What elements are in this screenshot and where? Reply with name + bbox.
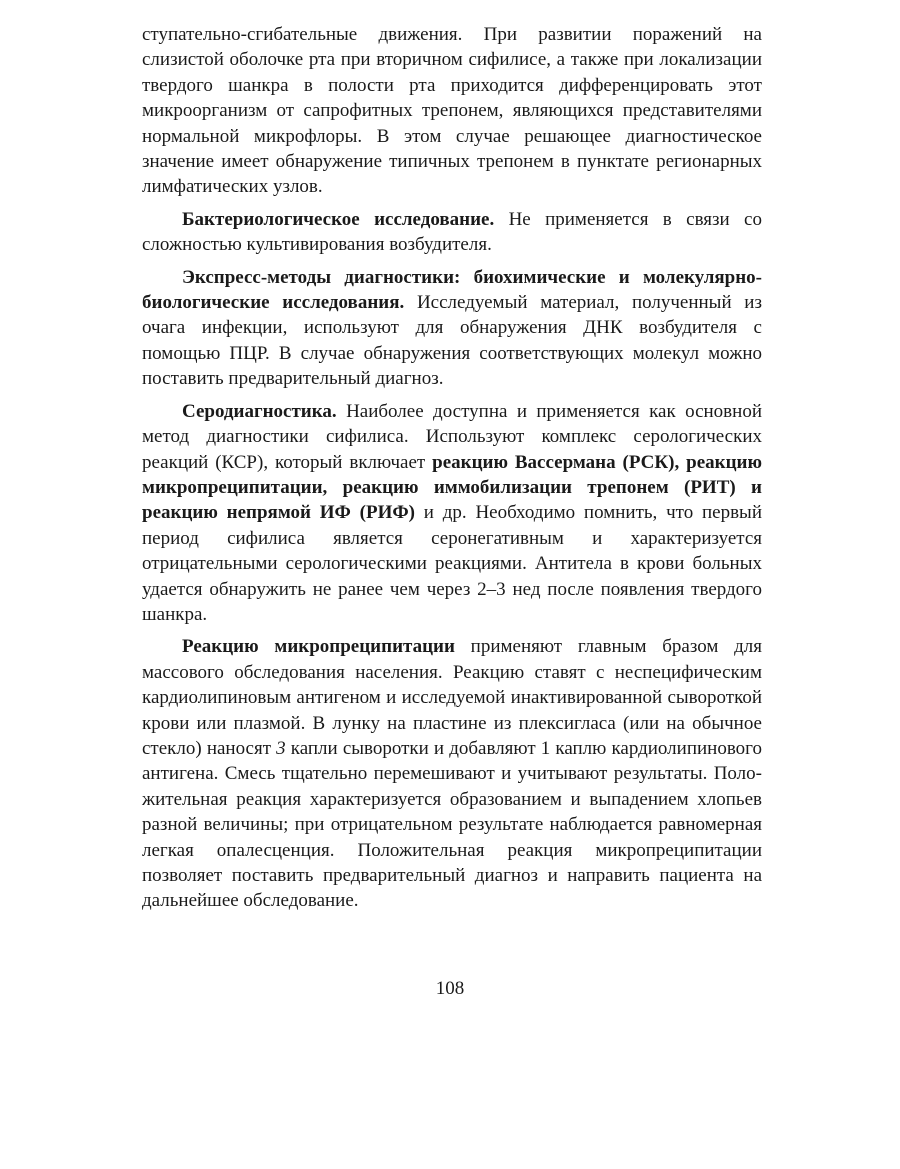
paragraph-bacteriological xyxy=(142,207,762,258)
paragraph-text: Не применяется в связи со сложностью культивирования возбудителя. xyxy=(142,208,762,256)
paragraph-text: Исследуемый материал, полученный из очага инфекции, используют для обнаружения ДНК возбудителя с помощью ПЦР. В случае обнаружения соответствующих молекул можно поставить предварительный диагноз. xyxy=(142,292,762,390)
paragraph-microprecipitation xyxy=(142,634,762,913)
paragraph-text: Наиболее доступна и применяется как основной метод диагностики сифилиса. Используют комплекс серологических реакций (КСР), который включает xyxy=(142,400,762,473)
section-heading-express-methods: Экспресс-методы диагностики: биохимические и молекулярно-биологические исследования. xyxy=(142,266,762,314)
page-body xyxy=(142,22,762,914)
emphasized-reactions: реакцию Вассермана (РСК), реакцию микропреципитации, реакцию иммобилизации трепонем (РИТ) и реакцию непрямой ИФ (РИФ) xyxy=(142,451,762,524)
paragraph-text: и др. Необходимо помнить, что первый период сифилиса является серонегативным и характеризуется отрицательными серологическими реакциями. Антитела в крови больных удается обнаружить не ранее чем через 2–3 нед после появления твердого шанкра. xyxy=(142,502,762,625)
paragraph-continuation xyxy=(142,22,762,200)
paragraph-text: применяют главным бразом для массового обследования населения. Реакцию ставят с неспецифическим кардиолипиновым антигеном и исследуемой инактивированной сывороткой крови или плазмой. В лунку на пластине из плексигласа (или на обычное стекло) наносят xyxy=(142,636,762,759)
paragraph-text: капли сыворотки и добавляют 1 каплю кардиолипинового антигена. Смесь тщательно перемешивают и учитывают результаты. Положительная реакция характеризуется образованием и выпадением хлопьев разной величины; при отрицательном результате наблюдается равномерная легкая опалесценция. Положительная реакция микропреципитации позволяет поставить предварительный диагноз и направить пациента на дальнейшее обследование. xyxy=(142,737,762,912)
section-heading-microprecipitation: Реакцию микропреципитации xyxy=(182,636,455,658)
paragraph-serodiagnostics xyxy=(142,399,762,628)
paragraph-text: ступательно-сгибательные движения. При развитии поражений на слизистой оболочке рта при вторичном сифилисе, а также при локализации твердого шанкра в полости рта приходится дифференцировать этот микроорганизм от сапрофитных трепонем, являющихся представителями нормальной микрофлоры. В этом случае решающее диагностическое значение имеет обнаружение типичных трепонем в пунктате регионарных лимфатических узлов. xyxy=(142,24,762,198)
section-heading-serodiagnostics: Серодиагностика. xyxy=(182,400,337,422)
italic-number: 3 xyxy=(276,737,286,759)
section-heading-bacteriological: Бактериологическое исследование. xyxy=(182,208,495,230)
page-number: 108 xyxy=(435,978,465,999)
paragraph-express-methods xyxy=(142,265,762,392)
